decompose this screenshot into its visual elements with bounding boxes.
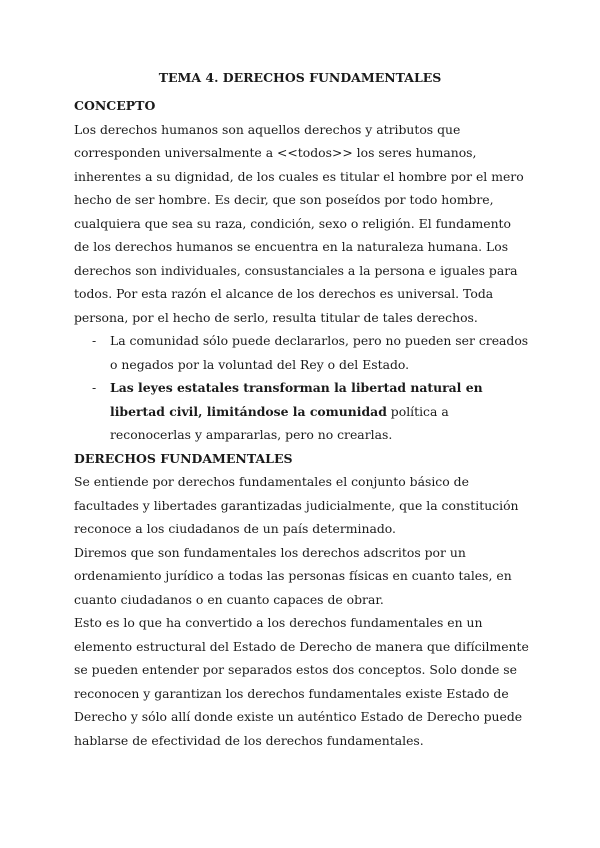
- bullet-text: La comunidad sólo puede declararlos, pero no pueden ser creados o negados por la voluntad del Rey o del Estado.: [110, 333, 529, 372]
- bullet-text: política a reconocerlas y ampararlas, pero no crearlas.: [110, 403, 449, 442]
- section-heading-concepto: CONCEPTO: [74, 98, 156, 113]
- concepto-paragraph: Los derechos humanos son aquellos derechos y atributos que corresponden universalmente a <<todos>> los seres humanos, inherentes a su dignidad, de los cuales es titular el hombre por el mero hecho de ser hombre. Es decir, que son poseídos por todo hombre, cualquiera que sea su raza, condición, sexo o religión. El fundamento de los derechos humanos se encuentra en la naturaleza humana. Los derechos son individuales, consustanciales a la persona e iguales para todos. Por esta razón el alcance de los derechos es universal. Toda persona, por el hecho de serlo, resulta titular de tales derechos.: [74, 121, 524, 325]
- bullet-bold-text: Las leyes estatales transforman la libertad natural en libertad civil, limitándose la comunidad: [110, 380, 483, 419]
- section-heading-derechos-fundamentales: DERECHOS FUNDAMENTALES: [74, 450, 293, 466]
- definition-paragraph: Se entiende por derechos fundamentales el conjunto básico de facultades y libertades garantizadas judicialmente, que la constitución reconoce a los ciudadanos de un país determinado.: [74, 474, 519, 536]
- document-body: [74, 94, 530, 752]
- estado-de-derecho-paragraph: Esto es lo que ha convertido a los derechos fundamentales en un elemento estructural del Estado de Derecho de manera que difícilmente se pueden entender por separados estos dos conceptos. Solo donde se reconocen y garantizan los derechos fundamentales existe Estado de Derecho y sólo allí donde existe un auténtico Estado de Derecho puede hablarse de efectividad de los derechos fundamentales.: [74, 615, 529, 748]
- concepto-bullet-list: [74, 329, 530, 447]
- list-item: [74, 376, 530, 447]
- list-item: [74, 329, 530, 376]
- dash-marker: -: [92, 333, 97, 348]
- adscritos-paragraph: Diremos que son fundamentales los derechos adscritos por un ordenamiento jurídico a todas las personas físicas en cuanto tales, en cuanto ciudadanos o en cuanto capaces de obrar.: [74, 544, 512, 607]
- dash-marker: -: [92, 380, 97, 395]
- document-title: TEMA 4. DERECHOS FUNDAMENTALES: [158, 70, 442, 85]
